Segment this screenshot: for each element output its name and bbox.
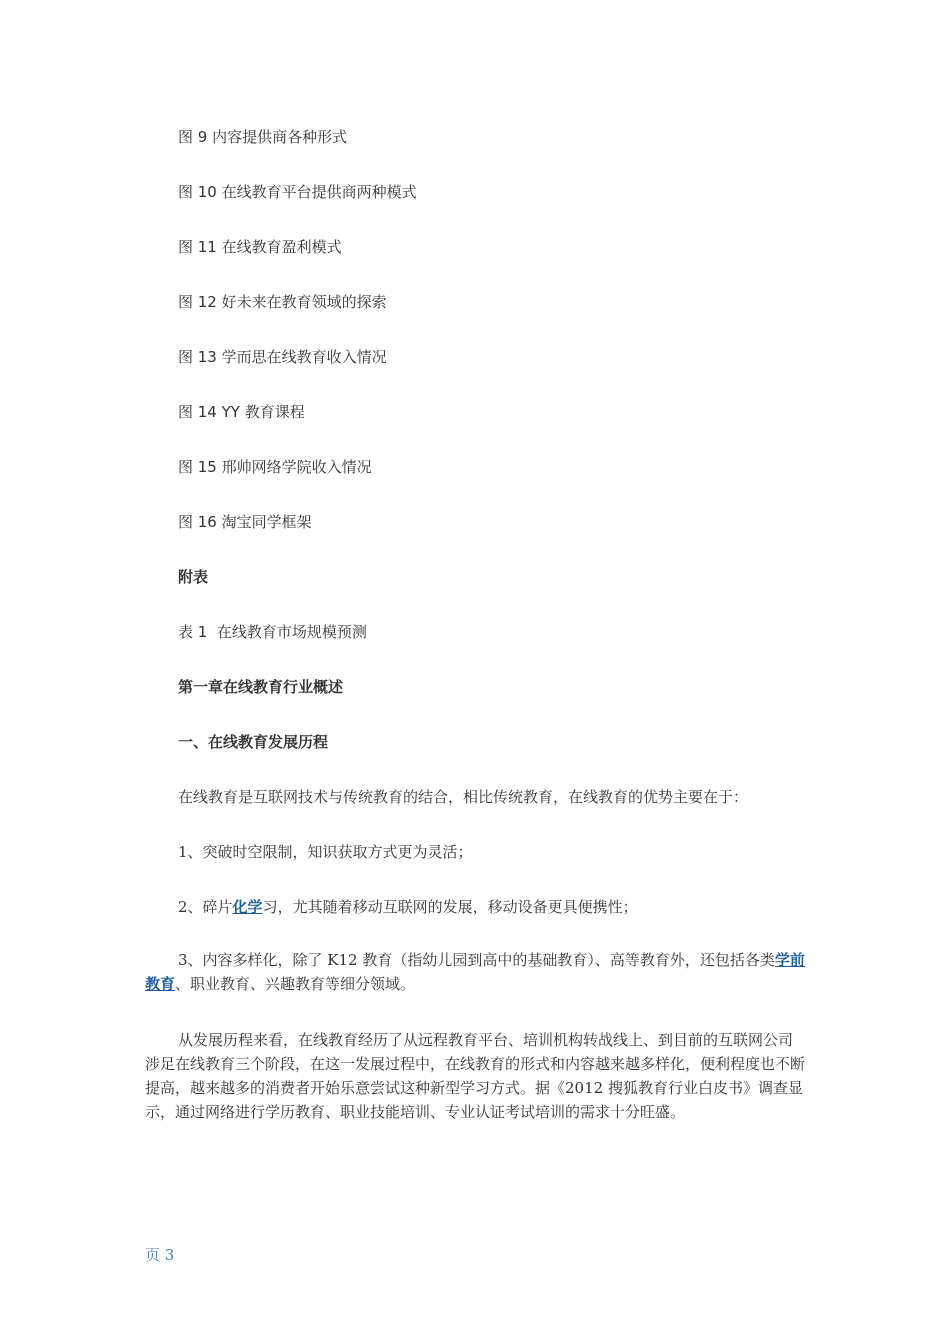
point-3-after: 、职业教育、兴趣教育等细分领域。 [175, 975, 416, 993]
keyword-link-chemistry[interactable]: 化学 [232, 898, 263, 916]
intro-text: 在线教育是互联网技术与传统教育的结合，相比传统教育，在线教育的优势主要在于： [178, 788, 749, 806]
figure-item: 图 9 内容提供商各种形式 [178, 128, 348, 146]
figure-item: 图 13 学而思在线教育收入情况 [178, 348, 387, 366]
keyword-link-preschool-education[interactable]: 学前教育 [145, 951, 805, 993]
point-1: 1、突破时空限制，知识获取方式更为灵活； [178, 843, 473, 861]
chapter-heading: 第一章在线教育行业概述 [178, 678, 344, 696]
figure-item: 图 12 好未来在教育领域的探索 [178, 293, 387, 311]
figure-item: 图 10 在线教育平台提供商两种模式 [178, 183, 417, 201]
point-2-after: 习，尤其随着移动互联网的发展，移动设备更具便携性； [262, 898, 638, 916]
point-2 [178, 897, 638, 917]
table-item: 表 1 在线教育市场规模预测 [178, 623, 367, 641]
section-heading: 一、在线教育发展历程 [178, 733, 329, 751]
figure-item: 图 14 YY 教育课程 [178, 403, 305, 421]
history-paragraph: 从发展历程来看，在线教育经历了从远程教育平台、培训机构转战线上、到目前的互联网公司涉足在线教育三个阶段，在这一发展过程中，在线教育的形式和内容越来越多样化，便利程度也不断提高，越来越多的消费者开始乐意尝试这种新型学习方式。据《2012 搜狐教育行业白皮书》调查显示，通过网络进行学历教育、职业技能培训、专业认证考试培训的需求十分旺盛。 [145, 1031, 806, 1121]
figure-item: 图 16 淘宝同学框架 [178, 513, 312, 531]
page-number: 页 3 [145, 1246, 175, 1264]
point-2-before: 2、碎片 [178, 898, 233, 916]
appendix-heading: 附表 [178, 568, 209, 586]
figure-item: 图 15 邢帅网络学院收入情况 [178, 458, 372, 476]
figure-item: 图 11 在线教育盈利模式 [178, 238, 342, 256]
point-3-before: 3、内容多样化，除了 K12 教育（指幼儿园到高中的基础教育）、高等教育外，还包括各类 [178, 951, 775, 969]
point-3 [145, 948, 805, 996]
